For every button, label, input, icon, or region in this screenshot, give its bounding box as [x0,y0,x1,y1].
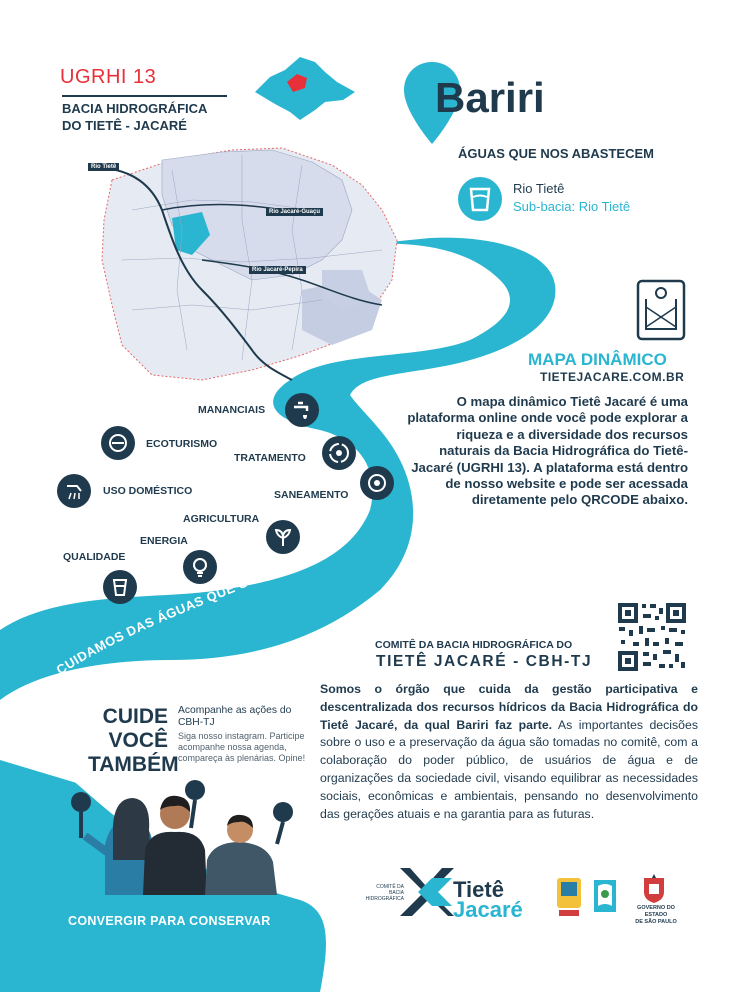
cuide-line-2: VOCÊ [108,729,168,752]
label-saneamento: SANEAMENTO [274,489,349,501]
comite-body-text: As importantes decisões sobre o uso e a preservação da água são tomadas no comitê, com a colaboração do poder público, de usuários de água e de organizações da sociedade civil, visando equilibrar as necessidades sociais, econômicas e ambientais, pensando no desenvolvimento das gerações atuais e na garantia para as futuras. [320,717,698,821]
mapa-dinamico-description: O mapa dinâmico Tietê Jacaré é uma plataforma online onde você pode explorar a riqueza e a diversidade dos recursos naturais da Bacia Hidrográfica do Tietê-Jacaré (UGRHI 13). A plataforma está dentro de nosso website e pode ser acessada diretamente pelo QRCODE abaixo. [407,394,688,508]
comite-title: TIETÊ JACARÉ - CBH-TJ [376,653,593,670]
logo-small-text: COMITÊ DA BACIA HIDROGRÁFICA [365,884,404,902]
acompanhe-title: Acompanhe as ações do CBH-TJ [178,705,292,728]
label-ecoturismo: ECOTURISMO [146,438,218,450]
governo-line-2: DE SÃO PAULO [635,919,677,925]
label-tratamento: TRATAMENTO [234,452,306,464]
label-energia: ENERGIA [140,535,188,547]
qr-code[interactable] [617,602,687,672]
river-slogan-text: CUIDAMOS DAS ÁGUAS QUE CORREM POR AQUI [53,511,355,678]
acompanhe-block [178,705,308,763]
map-label-rio-tiete: Rio Tietê [88,163,119,171]
city-name: Bariri [435,74,545,121]
bacia-line-2: DO TIETÊ - JACARÉ [62,118,187,133]
map-label-rio-jacare-pepira: Rio Jacaré-Pepira [249,266,306,274]
label-mananciais: MANANCIAIS [198,404,266,416]
ugrhi-title: UGRHI 13 [60,66,157,88]
cuide-line-1: CUIDE [102,705,168,728]
label-qualidade: QUALIDADE [63,551,126,563]
comite-bold-text: Somos o órgão que cuida da gestão participativa e descentralizada dos recursos hídricos da Bacia Hidrográfica do Tietê Jacaré, da qual Bariri faz parte. [320,682,698,732]
label-uso-domestico: USO DOMÉSTICO [103,485,193,497]
svg-text:CUIDAMOS DAS ÁGUAS QUE CORREM [54,511,355,677]
partner-logo-2 [590,876,620,916]
logo-word-jacare: Jacaré [453,897,523,922]
people-illustration [55,780,315,895]
aguas-title: ÁGUAS QUE NOS ABASTECEM [458,146,654,161]
bacia-line-1: BACIA HIDROGRÁFICA [62,101,208,116]
acompanhe-text: Siga nosso instagram. Participe acompanhe nossa agenda, compareça às plenárias. Opine! [178,731,306,763]
footer-slogan: CONVERGIR PARA CONSERVAR [68,914,271,928]
logo-word-tiete: Tietê [453,877,504,902]
partner-logo-1 [555,876,583,918]
comite-description [320,681,698,823]
mapa-dinamico-title: MAPA DINÂMICO [528,350,667,369]
tiete-jacare-logo-icon [398,866,454,918]
comite-subtitle: COMITÊ DA BACIA HIDROGRÁFICA DO [375,639,573,651]
label-agricultura: AGRICULTURA [183,513,260,525]
rio-name: Rio Tietê [513,181,565,196]
sao-paulo-coat-of-arms-icon [641,874,667,904]
map-label-rio-jacare-guacu: Rio Jacaré-Guaçu [266,208,323,216]
governo-line-1: GOVERNO DO ESTADO [637,905,675,918]
governo-text [626,905,686,926]
cuide-line-3: TAMBÉM [88,753,179,776]
cuide-title [88,705,179,777]
subbacia-name: Sub-bacia: Rio Tietê [513,199,631,214]
logo-wordmark [453,877,523,922]
mapa-dinamico-url[interactable]: TIETEJACARE.COM.BR [540,370,685,384]
